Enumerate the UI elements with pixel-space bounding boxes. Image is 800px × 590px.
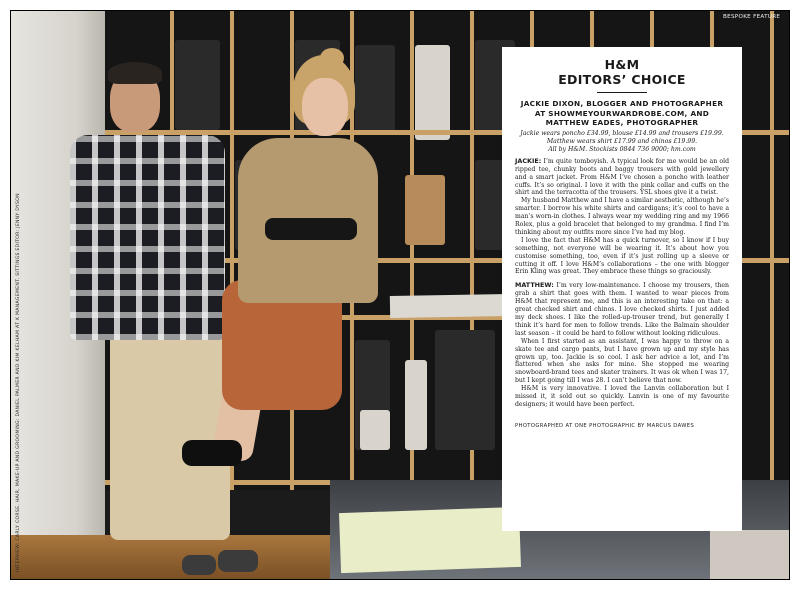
subject-credits: JACKIE DIXON, BLOGGER AND PHOTOGRAPHER AT SHOWMEYOURWARDROBE.COM, AND MATTHEW EADES, PHOTOGRAPHER [520, 99, 724, 128]
jackie-paragraph-1: JACKIE: I’m quite tomboyish. A typical look for me would be an old ripped tee, chunky boots and baggy trousers with gold jewellery and a smart jacket. From H&M I’ve chosen a poncho with leather cuffs. It’s so original. I love it with the pink collar and cuffs on the shirt and the terracotta of the trousers. YSL shoes give it a twist. [515, 156, 730, 197]
title-rule [597, 92, 647, 93]
brand-title: H&M [604, 57, 640, 72]
article-body [515, 158, 729, 409]
photo-prints [710, 530, 790, 580]
side-credit: INTERVIEW: CARLY CORSE. HAIR, MAKE-UP AND GROOMING: DANIEL PALMER AND KIM KELHAM AT K MANAGEMENT. SITTINGS EDITOR: JENNY DYSON [16, 193, 21, 572]
section-tag: BESPOKE FEATURE [723, 14, 781, 20]
photo-credit: PHOTOGRAPHED AT ONE PHOTOGRAPHIC BY MARCUS DAWES [515, 422, 695, 429]
outfit-details: Jackie wears poncho £34.99, blouse £14.99 and trousers £19.99. Matthew wears shirt £17.99 and chinos £19.99. All by H&M. Stockists 0844 736 9000; hm.com [520, 129, 724, 153]
article-title [515, 57, 729, 87]
matthew-paragraph-2: When I first started as an assistant, I was happy to throw on a skate tee and cargo pants, but I have grown up and my style has grown up, too. Jackie is so cool. I ask her advice a lot, and I’m flattered when she asks for mine. She stopped me wearing snowboard-brand tees and skater trainers. It was ok when I was 17, but I kept going till I was 28. I can’t believe that now. [515, 337, 729, 385]
headline: EDITORS’ CHOICE [558, 72, 686, 87]
jackie-paragraph-2: My husband Matthew and I have a similar aesthetic, although he’s smarter. I borrow his white shirts and cardigans; it’s cool to have a man’s worn-in clothes. I always wear my wedding ring and my 1966 Rolex, plus a gold bracelet that belonged to my grandma. I find I’m thinking about my outfits more since I’ve had my blog. [515, 197, 729, 236]
wooden-floor [10, 535, 330, 580]
article-column [502, 47, 742, 531]
speaker-matthew: MATTHEW: [515, 281, 554, 290]
papers [339, 507, 521, 573]
jackie-paragraph-3: I love the fact that H&M has a quick turnover, so I know if I buy something, not everyone will be wearing it. It’s about how you customise something, too, even if it’s just rolling up a sleeve or cutting it off. I love H&M’s collaborations – the one with blogger Erin Kling was great. They embrace these things so graciously. [515, 236, 729, 276]
matthew-paragraph-1: MATTHEW: I’m very low-maintenance. I choose my trousers, then grab a shirt that goes with them. I wanted to wear pieces from H&M that represent me, and this is an interesting take on that: a great checked shirt and chinos. I love checked shirts. I just added my deck shoes. I like the rolled-up-trouser trend, but generally I think it’s hard for men to follow trends. Like the Balmain shoulder last season – it could be hard to follow without looking ridiculous. [515, 281, 729, 337]
matthew-paragraph-3: H&M is very innovative. I loved the Lanvin collaboration but I missed it, it sold out so quickly. Lanvin is one of my favourite designers; it would have been perfect. [515, 385, 729, 408]
magazines [390, 294, 510, 318]
speaker-jackie: JACKIE: [515, 156, 542, 165]
